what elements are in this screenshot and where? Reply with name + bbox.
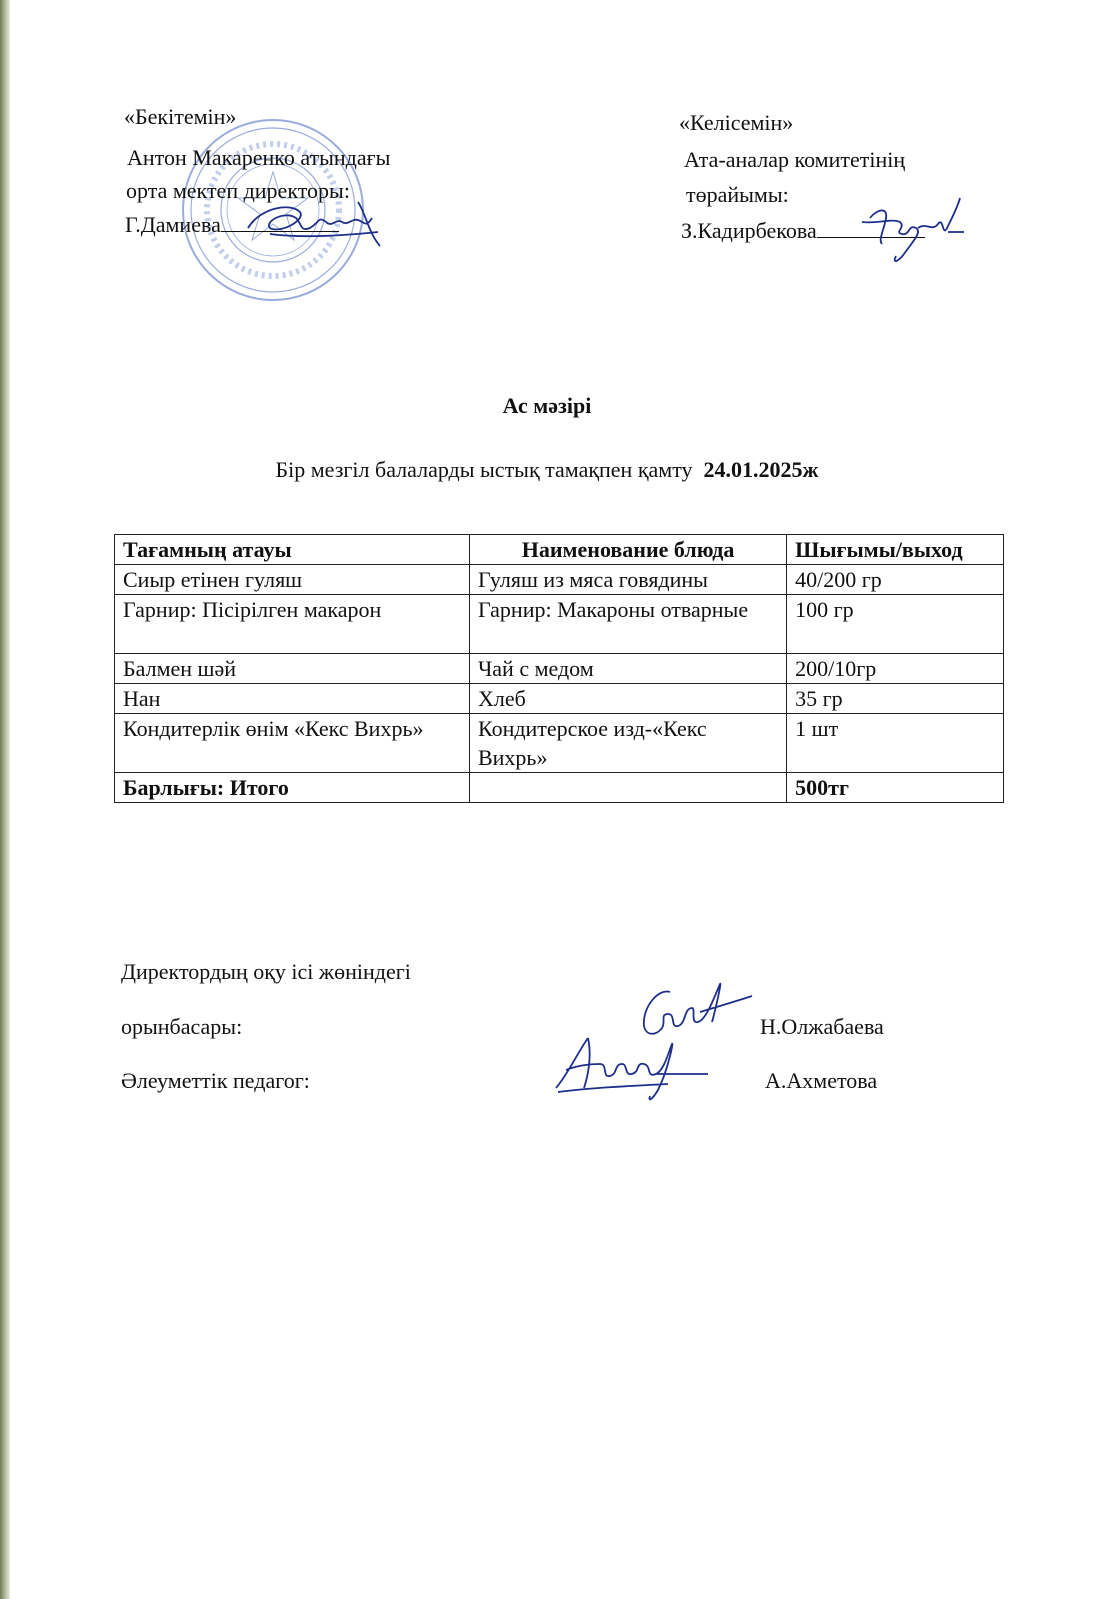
approve-label: «Бекітемін» [124, 104, 237, 129]
table-total-row [115, 773, 1004, 803]
cell-output: 1 шт [787, 714, 1004, 773]
social-pedagogue-title: Әлеуметтік педагог: [121, 1068, 310, 1093]
subtitle-date: 24.01.2025ж [703, 457, 819, 482]
deputy-title-line2: орынбасары: [121, 1014, 243, 1039]
cell-kazakh: Гарнир: Пісірілген макарон [115, 595, 470, 654]
chairperson-signature [848, 188, 968, 268]
document-title: Ас мәзірі [502, 393, 592, 418]
table-row [115, 654, 1004, 684]
director-title: орта мектеп директоры: [126, 178, 350, 203]
total-label: Барлығы: Итого [115, 773, 470, 803]
table-row [115, 684, 1004, 714]
table-row [115, 595, 1004, 654]
header-russian-name: Наименование блюда [469, 535, 786, 565]
cell-kazakh: Балмен шәй [115, 654, 470, 684]
subtitle-text: Бір мезгіл балаларды ыстық тамақпен қамту [275, 457, 693, 482]
agree-label: «Келісемін» [679, 110, 794, 135]
social-pedagogue-name: А.Ахметова [765, 1068, 878, 1093]
cell-russian: Кондитерское изд-«Кекс Вихрь» [469, 714, 786, 773]
cell-russian: Хлеб [469, 684, 786, 714]
committee-line: Ата-аналар комитетінің [684, 147, 906, 172]
table-row [115, 714, 1004, 773]
director-signature [240, 188, 390, 258]
table-row [115, 565, 1004, 595]
cell-output: 200/10гр [787, 654, 1004, 684]
cell-output: 35 гр [787, 684, 1004, 714]
cell-kazakh: Сиыр етінен гуляш [115, 565, 470, 595]
total-empty [469, 773, 786, 803]
cell-kazakh: Нан [115, 684, 470, 714]
chairperson-name: З.Кадирбекова [681, 218, 817, 243]
cell-kazakh: Кондитерлік өнім «Кекс Вихрь» [115, 714, 470, 773]
deputy-title-line1: Директордың оқу ісі жөніндегі [121, 959, 411, 984]
cell-russian: Чай с медом [469, 654, 786, 684]
header-kazakh-name: Тағамның атауы [115, 535, 470, 565]
director-name: Г.Дамиева [125, 212, 221, 237]
social-pedagogue-signature [548, 1030, 718, 1110]
table-header-row [115, 535, 1004, 565]
cell-output: 100 гр [787, 595, 1004, 654]
cell-russian: Гарнир: Макароны отварные [469, 595, 786, 654]
scan-edge [0, 0, 10, 1599]
document-subtitle [0, 457, 1094, 483]
menu-table [114, 534, 1004, 803]
school-name-line: Антон Макаренко атындағы [127, 145, 391, 170]
cell-output: 40/200 гр [787, 565, 1004, 595]
header-output: Шығымы/выход [787, 535, 1004, 565]
total-value: 500тг [787, 773, 1004, 803]
cell-russian: Гуляш из мяса говядины [469, 565, 786, 595]
deputy-name: Н.Олжабаева [760, 1014, 884, 1039]
chairperson-title: төрайымы: [686, 182, 789, 207]
